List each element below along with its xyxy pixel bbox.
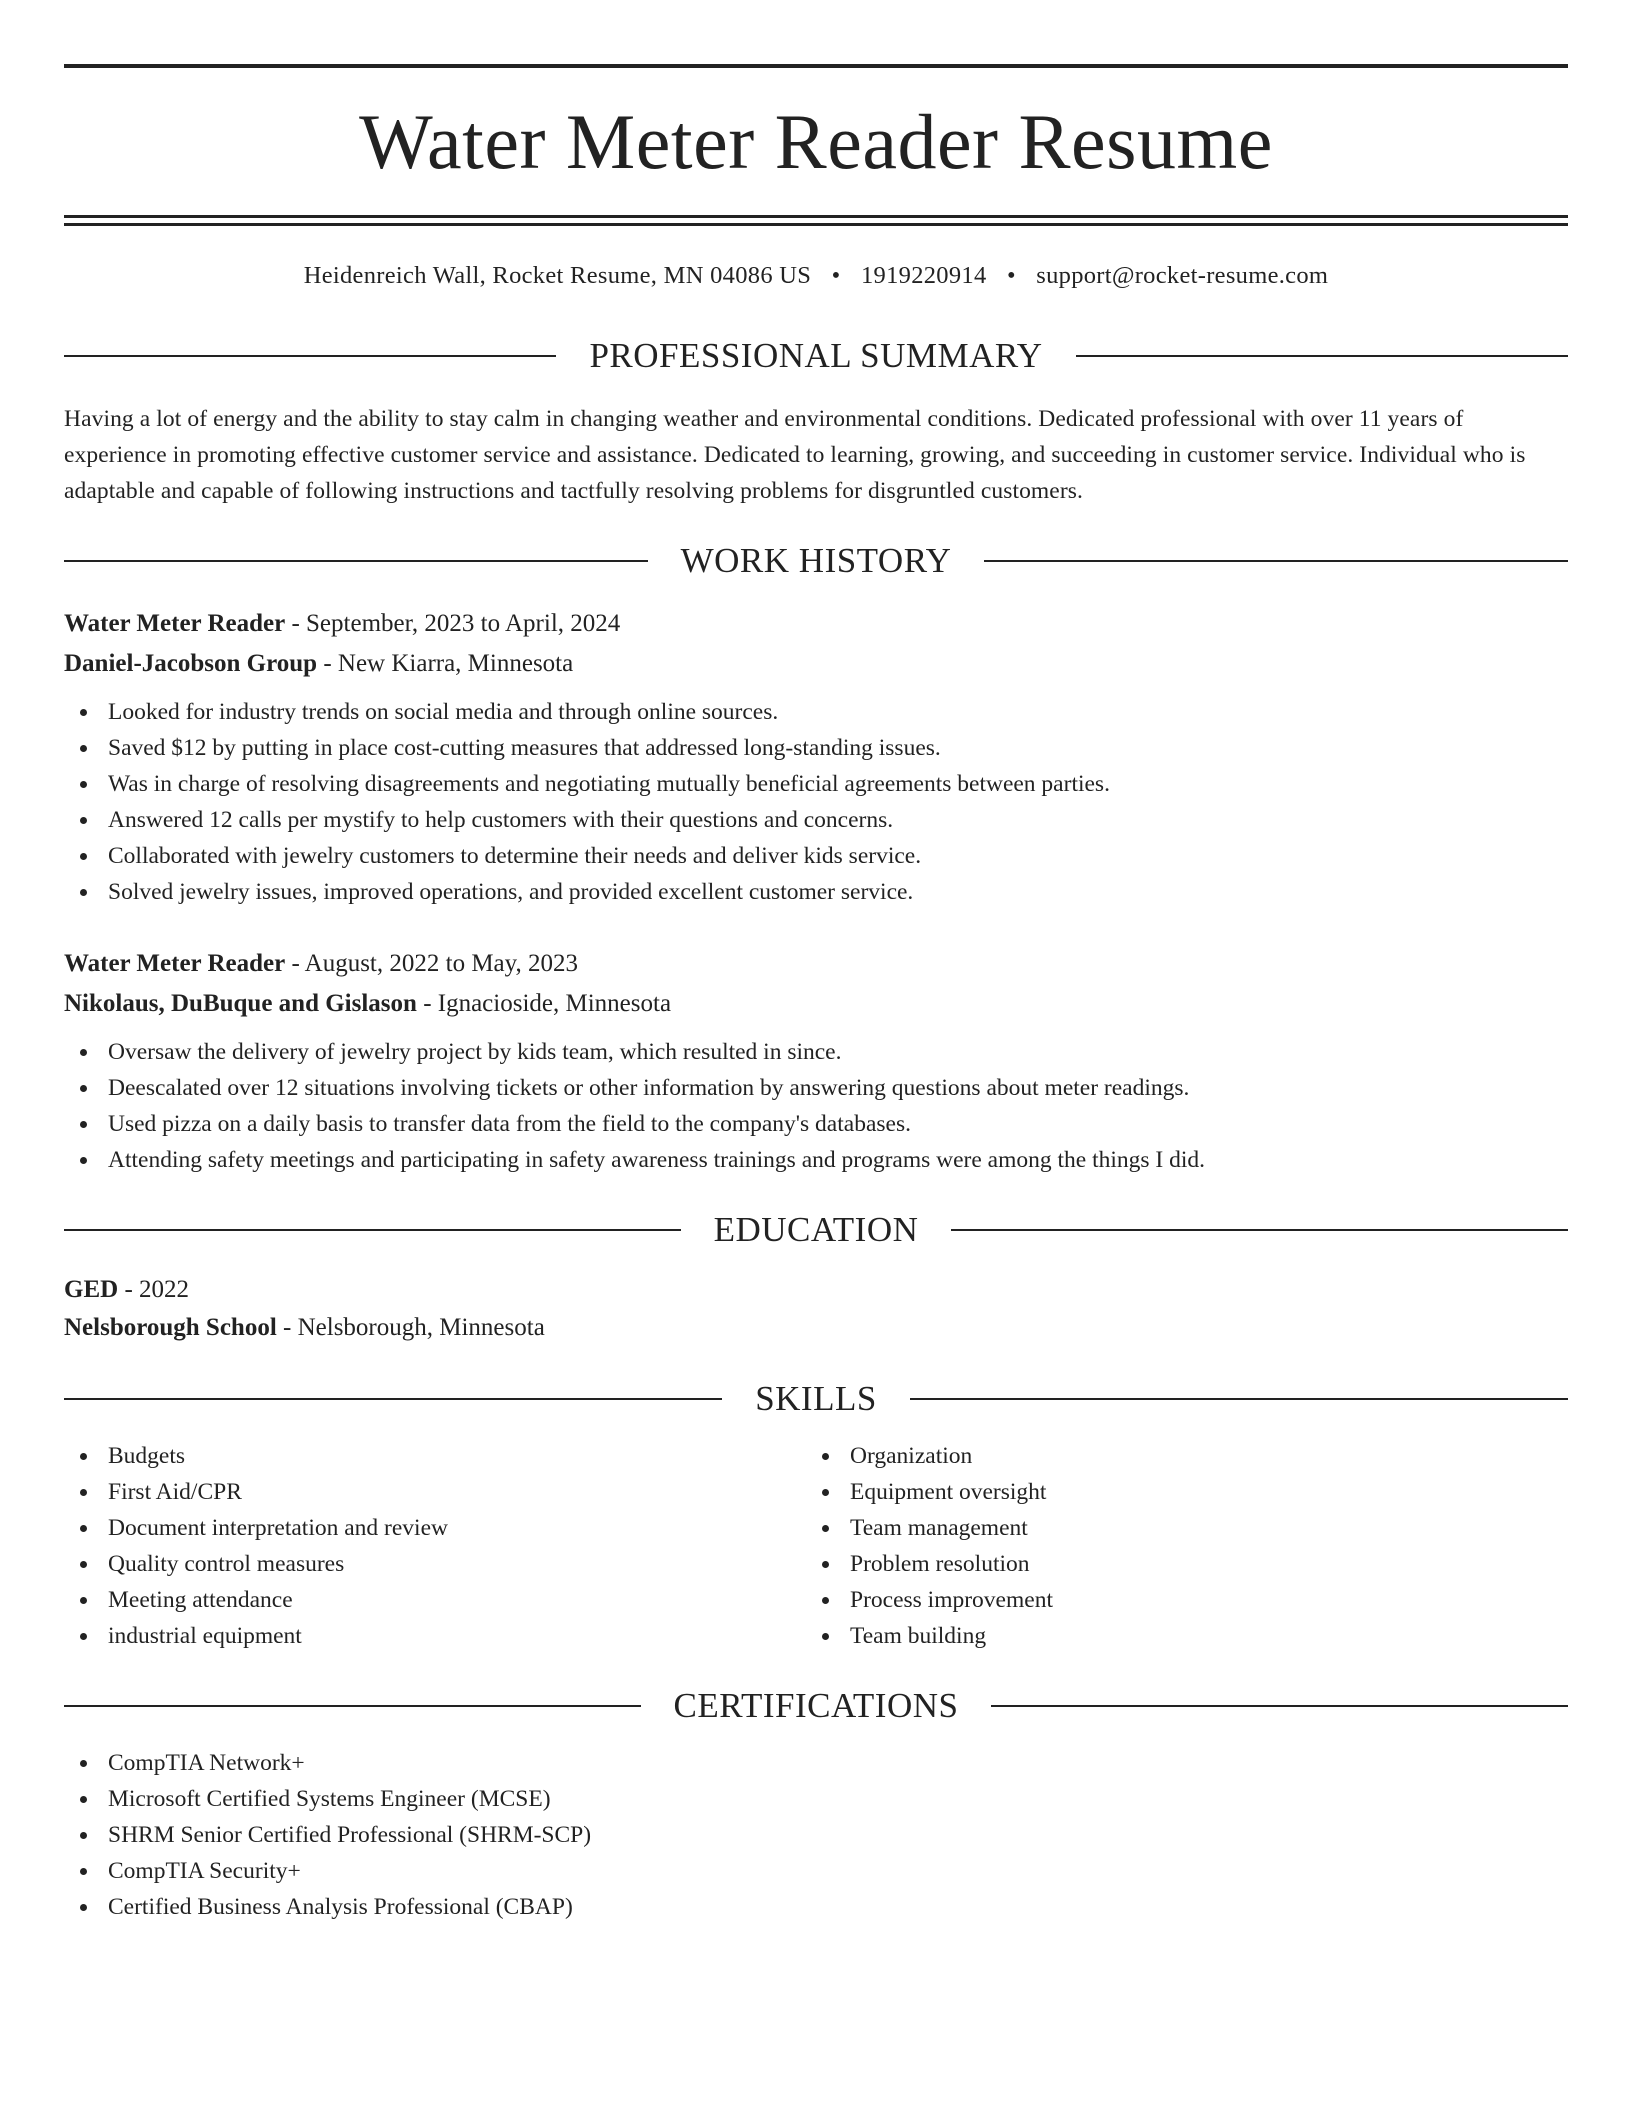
job-company: Daniel-Jacobson Group (64, 650, 318, 677)
list-item: Deescalated over 12 situations involving tickets or other information by answering questions about meter readings. (108, 1070, 1568, 1106)
job-dates: - August, 2022 to May, 2023 (285, 950, 579, 977)
list-item: Solved jewelry issues, improved operations, and provided excellent customer service. (108, 874, 1568, 910)
job-location: - Ignacioside, Minnesota (416, 990, 672, 1017)
list-item: Document interpretation and review (108, 1510, 806, 1546)
job-entry (64, 604, 1568, 910)
list-item: Looked for industry trends on social media and through online sources. (108, 694, 1568, 730)
list-item: Attending safety meetings and participating in safety awareness trainings and programs were among the things I did. (108, 1142, 1568, 1178)
heading-rule (64, 560, 648, 562)
list-item: SHRM Senior Certified Professional (SHRM-SCP) (108, 1817, 1568, 1853)
heading-rule (64, 1398, 722, 1400)
list-item: Process improvement (850, 1582, 1548, 1618)
job-bullets (64, 694, 1568, 910)
education-location: - Nelsborough, Minnesota (276, 1314, 545, 1341)
heading-rule (1076, 355, 1568, 357)
skills-grid (64, 1438, 1568, 1654)
list-item: Problem resolution (850, 1546, 1548, 1582)
education-school-line (64, 1309, 1568, 1347)
job-title-line (64, 944, 1568, 984)
list-item: Oversaw the delivery of jewelry project by kids team, which resulted in since. (108, 1034, 1568, 1070)
education-degree-line (64, 1271, 1568, 1309)
section-heading-certifications (64, 1688, 1568, 1723)
list-item: Certified Business Analysis Professional (CBAP) (108, 1889, 1568, 1925)
contact-email: support@rocket-resume.com (1036, 262, 1329, 289)
job-company-line (64, 984, 1568, 1024)
certifications-list-wrap (64, 1745, 1568, 1925)
job-company: Nikolaus, DuBuque and Gislason (64, 990, 417, 1017)
list-item: Team management (850, 1510, 1548, 1546)
job-location: - New Kiarra, Minnesota (317, 650, 574, 677)
list-item: Used pizza on a daily basis to transfer data from the field to the company's databases. (108, 1106, 1568, 1142)
certifications-list (64, 1745, 1568, 1925)
list-item: Quality control measures (108, 1546, 806, 1582)
heading-rule (910, 1398, 1568, 1400)
section-title: SKILLS (755, 1379, 877, 1418)
skills-right-column (806, 1438, 1548, 1654)
header-double-rule (64, 215, 1568, 226)
heading-rule (64, 1705, 641, 1707)
list-item: CompTIA Security+ (108, 1853, 1568, 1889)
list-item: Collaborated with jewelry customers to determine their needs and deliver kids service. (108, 838, 1568, 874)
heading-rule (991, 1705, 1568, 1707)
job-company-line (64, 644, 1568, 684)
section-heading-education (64, 1212, 1568, 1247)
contact-phone: 1919220914 (861, 262, 987, 289)
education-degree: GED (64, 1276, 119, 1303)
job-title: Water Meter Reader (64, 610, 286, 637)
list-item: First Aid/CPR (108, 1474, 806, 1510)
section-title: CERTIFICATIONS (673, 1686, 959, 1725)
summary-text: Having a lot of energy and the ability to stay calm in changing weather and environmental conditions. Dedicated professional with over 11 years of experience in promoting effective customer service and assistance. Dedicated to learning, growing, and succeeding in customer service. Individual who is adaptable and capable of following instructions and tactfully resolving problems for disgruntled customers. (64, 406, 1526, 504)
heading-rule (951, 1229, 1568, 1231)
contact-separator: • (1006, 262, 1016, 289)
list-item: Saved $12 by putting in place cost-cutting measures that addressed long-standing issues. (108, 730, 1568, 766)
list-item: Meeting attendance (108, 1582, 806, 1618)
contact-address: Heidenreich Wall, Rocket Resume, MN 04086 US (303, 262, 812, 289)
section-title: EDUCATION (713, 1210, 919, 1249)
resume-page (64, 64, 1568, 1925)
list-item: Budgets (108, 1438, 806, 1474)
list-item: Organization (850, 1438, 1548, 1474)
education-year: - 2022 (118, 1276, 190, 1303)
education-entry (64, 1271, 1568, 1347)
job-bullets (64, 1034, 1568, 1178)
job-title: Water Meter Reader (64, 950, 286, 977)
section-heading-summary (64, 338, 1568, 373)
job-dates: - September, 2023 to April, 2024 (285, 610, 621, 637)
list-item: Equipment oversight (850, 1474, 1548, 1510)
list-item: Microsoft Certified Systems Engineer (MCSE) (108, 1781, 1568, 1817)
education-school: Nelsborough School (64, 1314, 277, 1341)
skills-left-column (64, 1438, 806, 1654)
list-item: Team building (850, 1618, 1548, 1654)
job-entry (64, 944, 1568, 1178)
heading-rule (64, 1229, 681, 1231)
list-item: industrial equipment (108, 1618, 806, 1654)
heading-rule (984, 560, 1568, 562)
section-heading-skills (64, 1381, 1568, 1416)
section-title: PROFESSIONAL SUMMARY (589, 336, 1043, 375)
section-heading-work-history (64, 543, 1568, 578)
section-title: WORK HISTORY (680, 541, 952, 580)
resume-title: Water Meter Reader Resume (359, 98, 1273, 185)
job-title-line (64, 604, 1568, 644)
heading-rule (64, 355, 556, 357)
contact-separator: • (831, 262, 841, 289)
list-item: Was in charge of resolving disagreements and negotiating mutually beneficial agreements between parties. (108, 766, 1568, 802)
list-item: Answered 12 calls per mystify to help customers with their questions and concerns. (108, 802, 1568, 838)
contact-line (64, 262, 1568, 290)
list-item: CompTIA Network+ (108, 1745, 1568, 1781)
